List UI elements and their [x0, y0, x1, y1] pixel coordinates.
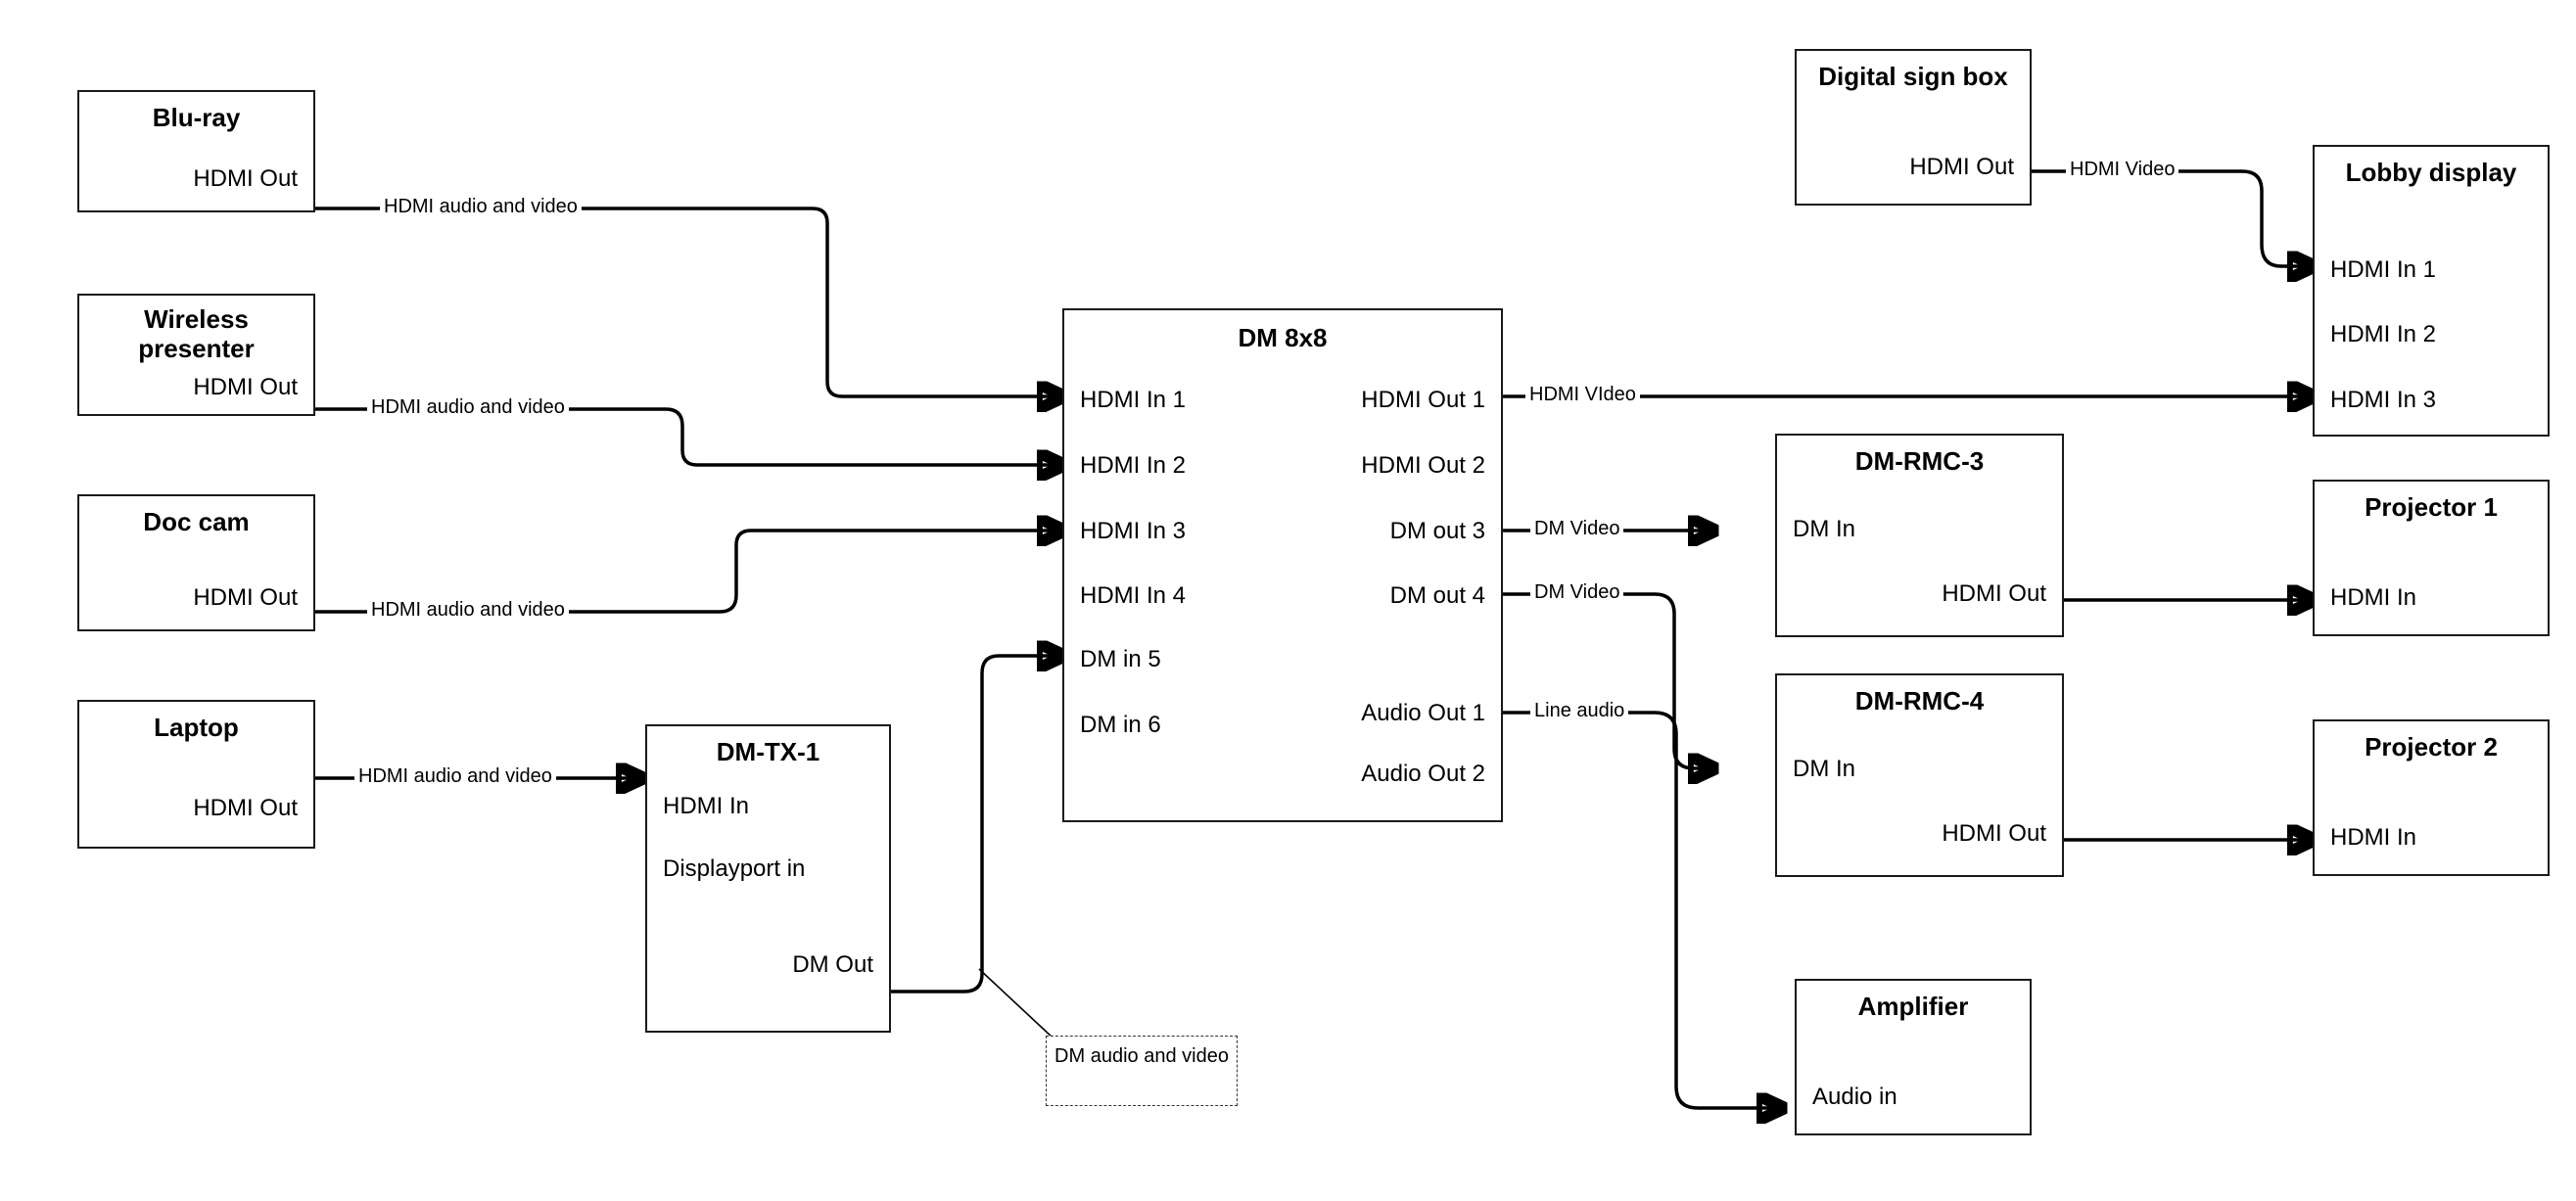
node-digital-sign-box[interactable] [1795, 49, 2032, 206]
node-dm-rmc-4-title: DM-RMC-4 [1854, 686, 1985, 716]
node-dm-tx-1-title: DM-TX-1 [716, 737, 820, 766]
node-bluray[interactable] [77, 90, 315, 212]
node-dm-8x8-output-dm-out-4: DM out 4 [1389, 582, 1485, 609]
node-dm-8x8-input-hdmi-in-1: HDMI In 1 [1080, 387, 1187, 413]
node-amplifier[interactable] [1795, 979, 2032, 1135]
node-projector-1[interactable] [2313, 480, 2550, 636]
node-digital-sign-box-port-hdmi-out: HDMI Out [1909, 154, 2014, 180]
node-dm-tx-1[interactable] [645, 724, 891, 1033]
node-dm-8x8-input-hdmi-in-2: HDMI In 2 [1080, 452, 1187, 479]
node-dm-8x8-input-hdmi-in-3: HDMI In 3 [1080, 518, 1187, 544]
node-lobby-display-title: Lobby display [2345, 158, 2517, 187]
edge-label-dm-audio-to-amp: Line audio [1530, 700, 1628, 722]
node-projector-1-port-hdmi-in: HDMI In [2330, 584, 2417, 611]
node-bluray-title: Blu-ray [152, 103, 241, 132]
node-laptop-title: Laptop [154, 713, 239, 742]
node-dm-8x8-input-hdmi-in-4: HDMI In 4 [1080, 582, 1187, 609]
node-dm-8x8[interactable] [1062, 308, 1503, 822]
node-projector-1-title: Projector 1 [2365, 492, 2498, 522]
node-dm-rmc-3-port-dm-in: DM In [1793, 516, 1856, 542]
node-dm-rmc-3[interactable] [1775, 434, 2064, 637]
edge-label-bluray-to-dm: HDMI audio and video [380, 196, 582, 218]
node-dm-rmc-4-port-dm-in: DM In [1793, 756, 1856, 782]
node-amplifier-port-audio-in: Audio in [1812, 1084, 1897, 1110]
node-lobby-display[interactable] [2313, 145, 2550, 437]
node-dm-rmc-3-title: DM-RMC-3 [1854, 446, 1985, 476]
node-bluray-port-hdmi-out: HDMI Out [193, 165, 298, 192]
node-dm-8x8-input-dm-in-5: DM in 5 [1080, 646, 1161, 672]
edge-label-doccam-to-dm: HDMI audio and video [367, 599, 569, 622]
node-doc-cam-port-hdmi-out: HDMI Out [193, 584, 298, 611]
node-dm-8x8-output-audio-out-2: Audio Out 2 [1361, 761, 1485, 787]
node-dm-8x8-input-dm-in-6: DM in 6 [1080, 712, 1161, 738]
node-lobby-display-port-hdmi-in-1: HDMI In 1 [2330, 256, 2437, 283]
node-dm-rmc-4-port-hdmi-out: HDMI Out [1942, 820, 2046, 847]
node-wireless-presenter[interactable] [77, 294, 315, 416]
note-dm-audio-and-video: DM audio and video [1046, 1036, 1238, 1106]
node-lobby-display-port-hdmi-in-3: HDMI In 3 [2330, 387, 2437, 413]
node-amplifier-title: Amplifier [1857, 992, 1969, 1021]
edge-label-signbox-to-lobby: HDMI Video [2066, 159, 2178, 181]
node-dm-tx-1-port-hdmi-in: HDMI In [663, 793, 750, 819]
edge-label-dm-out3-to-rmc3: DM Video [1530, 518, 1623, 540]
edge-label-wireless-to-dm: HDMI audio and video [367, 396, 569, 419]
node-projector-2-port-hdmi-in: HDMI In [2330, 824, 2417, 851]
node-doc-cam-title: Doc cam [143, 507, 250, 536]
node-dm-8x8-output-hdmi-out-1: HDMI Out 1 [1361, 387, 1485, 413]
node-lobby-display-port-hdmi-in-2: HDMI In 2 [2330, 321, 2437, 347]
node-wireless-presenter-port-hdmi-out: HDMI Out [193, 374, 298, 400]
node-dm-8x8-title: DM 8x8 [1238, 323, 1328, 352]
node-dm-rmc-4[interactable] [1775, 673, 2064, 877]
node-digital-sign-box-title: Digital sign box [1818, 62, 2008, 91]
node-dm-8x8-output-audio-out-1: Audio Out 1 [1361, 700, 1485, 726]
edge-label-dm-out1-to-lobby: HDMI VIdeo [1525, 384, 1640, 406]
node-laptop[interactable] [77, 700, 315, 849]
node-laptop-port-hdmi-out: HDMI Out [193, 795, 298, 821]
node-dm-tx-1-port-displayport-in: Displayport in [663, 855, 806, 882]
node-projector-2[interactable] [2313, 719, 2550, 876]
node-projector-2-title: Projector 2 [2365, 732, 2498, 762]
edge-label-dm-out4-to-rmc4: DM Video [1530, 581, 1623, 604]
node-doc-cam[interactable] [77, 494, 315, 631]
node-dm-tx-1-port-dm-out: DM Out [792, 951, 873, 978]
edge-label-laptop-to-tx: HDMI audio and video [354, 765, 556, 788]
node-dm-rmc-3-port-hdmi-out: HDMI Out [1942, 580, 2046, 607]
node-dm-8x8-output-dm-out-3: DM out 3 [1389, 518, 1485, 544]
node-dm-8x8-output-hdmi-out-2: HDMI Out 2 [1361, 452, 1485, 479]
node-wireless-presenter-title: Wireless presenter [138, 304, 255, 363]
